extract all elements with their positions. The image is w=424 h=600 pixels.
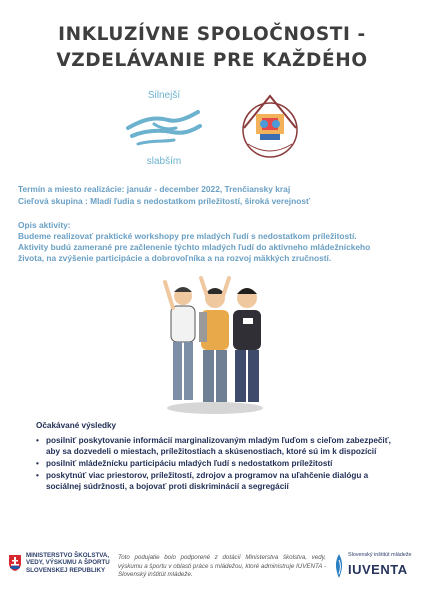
people-illustration-icon [155, 268, 275, 418]
iuventa-logo [332, 552, 418, 592]
expected-results-section [34, 420, 394, 493]
expected-results-list [34, 435, 394, 492]
handshake-logo-bottom-text: slabším [146, 156, 182, 167]
page-title-line2: VZDELÁVANIE PRE KAŽDÉHO [56, 50, 368, 71]
ministry-logo [8, 552, 108, 592]
list-item: • posilniť poskytovanie informácií marginalizovaným mladým ľuďom s cieľom zabezpečiť, aby sa dozvedeli o miestach, príležitostiach a skúsenostiach, ktoré sú im k dispozícií [46, 435, 394, 457]
activity-description-line2: Aktivity budú zamerané pre začlenenie týchto mladých ľudí do aktívneho mládežníckeho [18, 242, 371, 252]
list-item: • poskytnúť viac priestorov, príležitostí, zdrojov a programov na uľahčenie dialógu a sociálnej súdržnosti, a bojovať proti diskriminácií a segregácií [46, 470, 394, 492]
activity-description-line3: života, na zvýšenie participácie a dobrovoľníka a na rozvoj mäkkých zručností. [18, 253, 332, 263]
youth-council-emblem-icon [238, 88, 302, 170]
term-and-place: Termín a miesto realizácie: január - december 2022, Trenčiansky kraj [18, 184, 291, 194]
ministry-name: MINISTERSTVO ŠKOLSTVA, VEDY, VÝSKUMU A ŠPORTU SLOVENSKEJ REPUBLIKY [26, 552, 110, 574]
youth-council-logo [238, 88, 302, 170]
handshake-logo [124, 90, 204, 170]
iuventa-subtitle: Slovenský inštitút mládeže [348, 552, 412, 558]
activity-description-label: Opis aktivity: [18, 220, 71, 230]
activity-description-line1: Budeme realizovať praktické workshopy pre mladých ľudí s nedostatkom príležitostí. [18, 231, 357, 241]
funding-note: Toto podujatie bolo podporené z dotácií Ministerstva školstva, vedy, výskumu a športu v oblasti práce s mládežou, ktoré administruje IUVENTA - Slovenský inštitút mládeže. [118, 554, 326, 579]
slovak-coat-of-arms-icon [8, 554, 22, 572]
three-friends-illustration [155, 268, 275, 418]
expected-results-title: Očakávané výsledky [36, 421, 117, 430]
page-title-line1: INKLUZÍVNE SPOLOČNOSTI - [58, 24, 366, 45]
target-group: Cieľová skupina : Mladí ľudia s nedostatkom príležitostí, široká verejnosť [18, 196, 311, 206]
iuventa-emblem-icon [332, 554, 346, 578]
iuventa-name: IUVENTA [348, 562, 408, 577]
handshake-logo-top-text: Silnejší [147, 90, 181, 101]
list-item: • posilniť mládežnícku participáciu mladých ľudí s nedostatkom príležitostí [46, 458, 394, 469]
